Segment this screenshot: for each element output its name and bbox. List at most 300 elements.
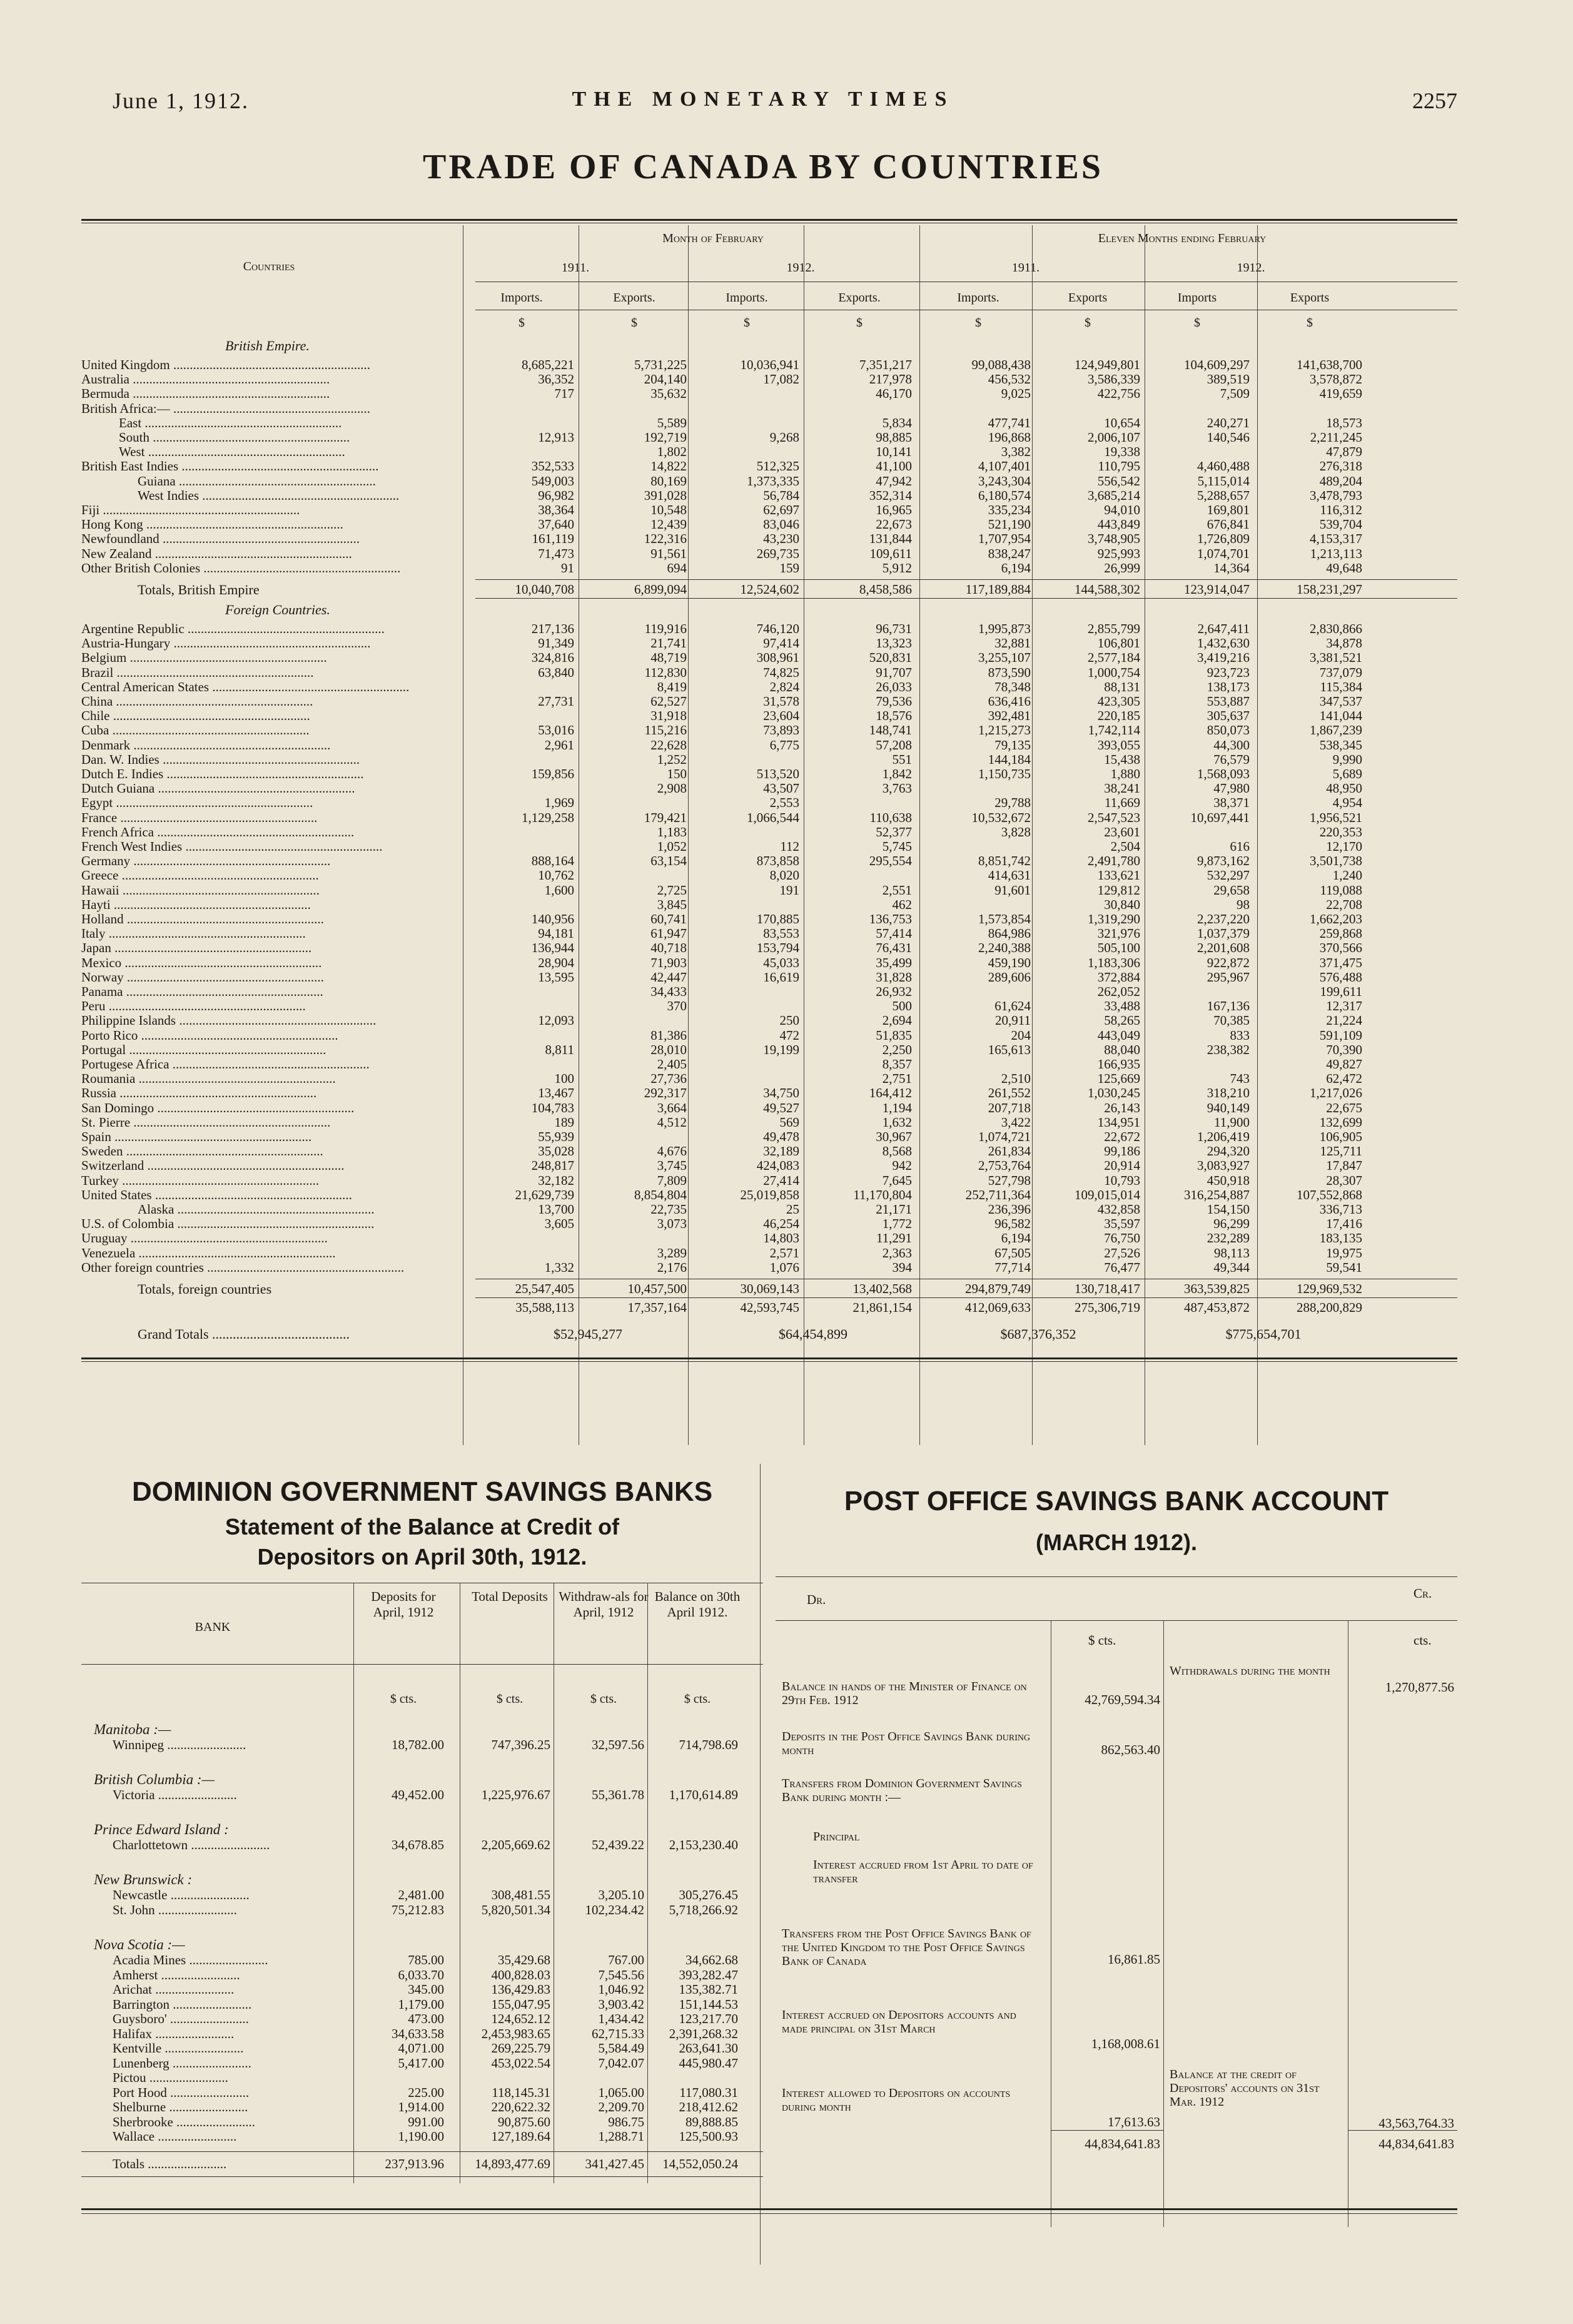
- bank-value: 89,888.85: [685, 2114, 738, 2129]
- country-name: St. Pierre ............................................................: [81, 1115, 331, 1130]
- cell-value: 232,289: [1206, 1231, 1250, 1246]
- cell-value: 81,386: [650, 1027, 687, 1043]
- publication-name: THE MONETARY TIMES: [572, 88, 954, 111]
- british-total-value: 158,231,297: [1297, 582, 1362, 597]
- cell-value: 22,628: [650, 737, 687, 753]
- cell-value: 27,414: [763, 1172, 799, 1188]
- cell-value: 1,802: [657, 444, 687, 460]
- cell-value: 33,488: [1104, 998, 1140, 1014]
- bank-row: [94, 1952, 757, 1967]
- cell-value: 8,851,742: [978, 853, 1031, 869]
- cell-value: 196,868: [988, 430, 1031, 445]
- british-total-value: 123,914,047: [1184, 582, 1250, 597]
- bank-value: 75,212.83: [392, 1902, 444, 1917]
- cell-value: 3,255,107: [978, 650, 1031, 666]
- cell-value: 28,904: [538, 955, 574, 970]
- cell-value: 25,019,858: [740, 1187, 799, 1202]
- table-row: [81, 416, 1457, 430]
- subtotal-rule: [475, 579, 1457, 580]
- cell-value: 119,916: [644, 621, 687, 636]
- table-row: [81, 1261, 1457, 1275]
- cell-value: 8,685,221: [522, 357, 574, 372]
- bank-row: [94, 1737, 757, 1752]
- country-name: Venezuela ............................................................: [81, 1246, 336, 1261]
- cell-value: 199,611: [1320, 984, 1362, 999]
- bank-name: Lunenberg ........................: [113, 2055, 251, 2071]
- cell-value: 8,357: [882, 1057, 912, 1072]
- table-row: [81, 430, 1457, 445]
- province-name: British Columbia :—: [94, 1772, 215, 1787]
- cell-value: 6,775: [769, 737, 799, 753]
- cell-value: 450,918: [1206, 1172, 1250, 1188]
- cell-value: 318,210: [1206, 1085, 1250, 1101]
- grand-total-value: $64,454,899: [779, 1326, 847, 1342]
- cell-value: 11,291: [876, 1231, 912, 1246]
- magazine-page: [69, 75, 1457, 2252]
- country-name: United Kingdom ............................................................: [81, 358, 370, 372]
- bank-value: 62,715.33: [592, 2026, 644, 2041]
- country-name: Philippine Islands ............................................................: [81, 1013, 377, 1028]
- foreign-total-value: 13,402,568: [852, 1281, 912, 1296]
- cell-value: 35,499: [876, 955, 912, 970]
- table-row: [81, 680, 1457, 694]
- savings-total-value: 237,913.96: [385, 2156, 444, 2171]
- cell-value: 419,659: [1319, 386, 1362, 402]
- countries-heading: Countries: [243, 260, 295, 273]
- cell-value: 2,240,388: [978, 940, 1031, 956]
- country-name: Turkey ............................................................: [81, 1173, 320, 1188]
- po-right-total: 44,834,641.83: [1378, 2136, 1454, 2151]
- cell-value: 99,186: [1104, 1144, 1140, 1159]
- country-name: Portugal ............................................................: [81, 1042, 326, 1057]
- cell-value: 98: [1237, 896, 1250, 912]
- bank-value: 1,434.42: [598, 2011, 644, 2026]
- grand-totals-label: Grand Totals ........................................: [138, 1326, 350, 1342]
- cell-value: 3,419,216: [1197, 650, 1250, 666]
- country-name: Chile ............................................................: [81, 709, 310, 724]
- bank-row: [94, 1982, 757, 1997]
- cell-value: 3,073: [657, 1216, 687, 1232]
- cell-value: 423,305: [1097, 694, 1140, 709]
- cell-value: 3,478,793: [1310, 487, 1362, 503]
- issue-date: June 1, 1912.: [113, 88, 249, 113]
- cell-value: 9,025: [1001, 386, 1031, 402]
- column-heading: Imports: [1177, 291, 1217, 305]
- cell-value: 140,546: [1206, 430, 1250, 445]
- year-heading: 1911.: [561, 261, 590, 275]
- cell-value: 276,318: [1319, 459, 1362, 474]
- cell-value: 26,143: [1104, 1100, 1140, 1115]
- table-row: [81, 1028, 1457, 1043]
- country-name: Panama ............................................................: [81, 985, 323, 999]
- province-name: Prince Edward Island :: [94, 1822, 229, 1837]
- cell-value: 27,736: [650, 1071, 687, 1087]
- bank-value: 747,396.25: [491, 1737, 550, 1752]
- bank-row: [94, 2129, 757, 2144]
- bank-row: [94, 1787, 757, 1802]
- cell-value: 3,578,872: [1310, 372, 1362, 387]
- po-head-rule-2: [776, 1620, 1457, 1621]
- cell-value: 170,885: [756, 911, 799, 926]
- cell-value: 165,613: [988, 1042, 1031, 1057]
- cell-value: 1,076: [769, 1259, 799, 1275]
- country-name: French West Indies ............................................................: [81, 840, 383, 854]
- bank-value: 32,597.56: [592, 1737, 644, 1752]
- column-divider-main: [760, 1464, 761, 2265]
- cell-value: 18,573: [1326, 415, 1362, 430]
- cell-value: 14,803: [763, 1231, 799, 1246]
- sum-value: 487,453,872: [1184, 1300, 1250, 1315]
- bank-name: Acadia Mines ........................: [113, 1952, 268, 1967]
- rule-top: [81, 219, 1457, 221]
- cell-value: 21,171: [876, 1202, 912, 1217]
- bank-value: 1,046.92: [598, 1982, 644, 1997]
- province-name: New Brunswick :: [94, 1872, 193, 1887]
- cell-value: 26,999: [1104, 560, 1140, 576]
- country-name: Dutch E. Indies ............................................................: [81, 767, 364, 781]
- bank-value: 127,189.64: [491, 2129, 550, 2144]
- cell-value: 91,349: [538, 636, 574, 651]
- cell-value: 25: [786, 1202, 799, 1217]
- cell-value: 217,136: [531, 621, 574, 636]
- cell-value: 538,345: [1319, 737, 1362, 753]
- cell-value: 521,190: [988, 517, 1031, 532]
- cell-value: 13,467: [538, 1085, 574, 1101]
- bank-value: 3,903.42: [598, 1996, 644, 2012]
- table-row: [81, 970, 1457, 985]
- cell-value: 262,052: [1097, 984, 1140, 999]
- country-name: Hong Kong ............................................................: [81, 517, 343, 532]
- cell-value: 6,180,574: [978, 487, 1031, 503]
- cell-value: 9,990: [1332, 751, 1362, 767]
- cell-value: 49,827: [1326, 1057, 1362, 1072]
- cell-value: 238,382: [1206, 1042, 1250, 1057]
- bank-value: 123,217.70: [679, 2011, 738, 2026]
- table-row: [81, 445, 1457, 459]
- table-row: [81, 387, 1457, 401]
- bank-value: 263,641.30: [679, 2041, 738, 2056]
- cell-value: 394: [892, 1259, 912, 1275]
- cell-value: 10,532,672: [971, 809, 1031, 825]
- bank-value: 225.00: [408, 2084, 444, 2100]
- cell-value: 527,798: [988, 1172, 1031, 1188]
- cell-value: 49,527: [763, 1100, 799, 1115]
- cell-value: 21,224: [1326, 1013, 1362, 1028]
- bank-value: 220,622.32: [491, 2099, 550, 2114]
- bank-name: Amherst ........................: [113, 1967, 240, 1982]
- sum-rule: [475, 1297, 1457, 1298]
- cell-value: 2,201,608: [1197, 940, 1250, 956]
- cell-value: 98,885: [876, 430, 912, 445]
- cell-value: 1,742,114: [1088, 723, 1140, 738]
- bank-value: 135,382.71: [679, 1982, 738, 1997]
- cell-value: 14,364: [1213, 560, 1250, 576]
- po-entry-text: Interest accrued on Depositors accounts and made principal on 31st March: [782, 2008, 1016, 2036]
- country-name: Portugese Africa ............................................................: [81, 1057, 370, 1072]
- cell-value: 78,348: [994, 679, 1031, 694]
- cell-value: 1,726,809: [1197, 531, 1250, 547]
- po-withdrawals-value: 1,270,877.56: [1385, 1680, 1454, 1695]
- cell-value: 98,113: [1214, 1245, 1250, 1261]
- cell-value: 43,507: [763, 781, 799, 796]
- bank-row: [94, 1997, 757, 2012]
- bank-value: 35,429.68: [498, 1952, 550, 1967]
- cell-value: 48,950: [1326, 781, 1362, 796]
- cell-value: 17,847: [1326, 1158, 1362, 1174]
- cell-value: 553,887: [1206, 694, 1250, 709]
- cell-value: 148,741: [869, 723, 912, 738]
- cell-value: 14,822: [650, 459, 687, 474]
- cell-value: 27,731: [538, 694, 574, 709]
- cell-value: 63,840: [538, 664, 574, 680]
- subtotal-rule-2: [475, 598, 1457, 599]
- savings-head-rule-2: [81, 1664, 763, 1665]
- bank-value: 55,361.78: [592, 1787, 644, 1802]
- po-entry-text: Transfers from the Post Office Savings Bank of the United Kingdom to the Post Office Savings Bank of Canada: [782, 1927, 1031, 1968]
- cell-value: 179,421: [644, 809, 687, 825]
- po-entry-text: Balance in hands of the Minister of Finance on 29th Feb. 1912: [782, 1680, 1027, 1707]
- cell-value: 505,100: [1097, 940, 1140, 956]
- bank-value: 4,071.00: [398, 2041, 444, 2056]
- totals-label: Totals ........................: [113, 2156, 227, 2171]
- cell-value: 1,995,873: [978, 621, 1031, 636]
- cell-value: 591,109: [1319, 1027, 1362, 1043]
- cell-value: 11,669: [1105, 795, 1140, 811]
- foreign-total-value: 129,969,532: [1297, 1281, 1362, 1296]
- bank-row: [94, 1967, 757, 1982]
- table-row: [81, 1159, 1457, 1173]
- cell-value: 144,184: [988, 751, 1031, 767]
- bank-value: 151,144.53: [679, 1996, 738, 2012]
- cell-value: 61,947: [650, 926, 687, 941]
- table-row: [81, 474, 1457, 489]
- cell-value: 352,533: [531, 459, 574, 474]
- savings-col-heading: Total Deposits: [472, 1589, 548, 1604]
- cell-value: 8,811: [545, 1042, 574, 1057]
- table-row: [81, 854, 1457, 868]
- cell-value: 1,568,093: [1197, 766, 1250, 781]
- year-heading: 1912.: [1237, 261, 1265, 275]
- cell-value: 83,046: [763, 517, 799, 532]
- cell-value: 21,741: [650, 636, 687, 651]
- cell-value: 391,028: [644, 487, 687, 503]
- country-name: South ............................................................: [119, 430, 350, 445]
- grand-total-value: $52,945,277: [554, 1326, 622, 1342]
- country-name: Australia ............................................................: [81, 372, 330, 387]
- cell-value: 76,431: [876, 940, 912, 956]
- cell-value: 7,509: [1220, 386, 1250, 402]
- table-row: [81, 622, 1457, 636]
- table-row: [81, 723, 1457, 738]
- british-total-value: 12,524,602: [740, 582, 799, 597]
- cell-value: 414,631: [988, 868, 1031, 883]
- column-heading: Exports.: [838, 291, 881, 305]
- country-name: Other British Colonies ............................................................: [81, 561, 401, 576]
- po-col-div-2: [1163, 1620, 1164, 2227]
- cell-value: 324,816: [531, 650, 574, 666]
- cell-value: 925,993: [1097, 545, 1140, 561]
- table-row: [81, 1144, 1457, 1159]
- cell-value: 19,975: [1326, 1245, 1362, 1261]
- country-name: Peru ............................................................: [81, 999, 306, 1014]
- bank-name: Pictou ........................: [113, 2070, 228, 2085]
- cell-value: 189: [554, 1114, 574, 1130]
- bank-value: 1,179.00: [398, 1996, 444, 2012]
- country-name: France ............................................................: [81, 810, 318, 825]
- cell-value: 477,741: [988, 415, 1031, 430]
- table-row: [81, 402, 1457, 416]
- cell-value: 370: [667, 998, 687, 1014]
- cell-value: 2,571: [769, 1245, 799, 1261]
- cell-value: 2,405: [657, 1057, 687, 1072]
- cell-value: 372,884: [1097, 969, 1140, 985]
- cell-value: 3,083,927: [1197, 1158, 1250, 1174]
- po-head-rule: [776, 1576, 1457, 1577]
- country-name: Hawaii ............................................................: [81, 883, 320, 898]
- cell-value: 91,707: [876, 664, 912, 680]
- bank-value: 767.00: [608, 1952, 644, 1967]
- country-name: West ............................................................: [119, 445, 345, 460]
- cell-value: 2,237,220: [1197, 911, 1250, 926]
- bank-value: 2,453,983.65: [481, 2026, 550, 2041]
- cell-value: 576,488: [1319, 969, 1362, 985]
- bank-name: Barrington ........................: [113, 1996, 252, 2012]
- cell-value: 36,352: [538, 372, 574, 387]
- savings-col-heading: Withdraw-als for April, 1912: [559, 1589, 649, 1620]
- bank-value: 34,678.85: [392, 1837, 444, 1852]
- cell-value: 132,699: [1319, 1114, 1362, 1130]
- cell-value: 30,967: [876, 1129, 912, 1144]
- cell-value: 27,526: [1104, 1245, 1140, 1261]
- cell-value: 204,140: [644, 372, 687, 387]
- po-entry-value: 1,168,008.61: [1091, 2036, 1160, 2051]
- country-name: Austria-Hungary ............................................................: [81, 636, 371, 651]
- cell-value: 1,129,258: [522, 809, 574, 825]
- british-total-value: 117,189,884: [965, 582, 1031, 597]
- country-name: Japan ............................................................: [81, 941, 312, 956]
- cell-value: 1,956,521: [1310, 809, 1362, 825]
- table-row: [81, 503, 1457, 517]
- cell-value: 393,055: [1097, 737, 1140, 753]
- cell-value: 8,854,804: [634, 1187, 687, 1202]
- cell-value: 94,010: [1104, 502, 1140, 517]
- table-row: [81, 941, 1457, 955]
- cell-value: 8,568: [882, 1144, 912, 1159]
- cell-value: 51,835: [876, 1027, 912, 1043]
- cell-value: 79,536: [876, 694, 912, 709]
- cell-value: 10,697,441: [1190, 809, 1250, 825]
- cell-value: 96,582: [994, 1216, 1031, 1232]
- bank-value: 2,391,268.32: [669, 2026, 738, 2041]
- british-empire-heading: British Empire.: [225, 338, 310, 353]
- post-office-subtitle: (MARCH 1912).: [1035, 1530, 1198, 1555]
- cell-value: 207,718: [988, 1100, 1031, 1115]
- cell-value: 1,150,735: [978, 766, 1031, 781]
- cell-value: 1,066,544: [747, 809, 799, 825]
- bank-value: 124,652.12: [491, 2011, 550, 2026]
- province-name: Manitoba :—: [94, 1722, 171, 1737]
- cell-value: 873,858: [756, 853, 799, 869]
- cell-value: 74,825: [763, 664, 799, 680]
- cell-value: 2,751: [882, 1071, 912, 1087]
- country-name: Dan. W. Indies ............................................................: [81, 752, 360, 767]
- sum-value: 17,357,164: [627, 1300, 687, 1315]
- foreign-total-label: Totals, foreign countries: [138, 1281, 272, 1297]
- cell-value: 1,867,239: [1310, 723, 1362, 738]
- cell-value: 100: [554, 1071, 574, 1087]
- country-name: U.S. of Colombia ............................................................: [81, 1217, 375, 1232]
- cell-value: 19,338: [1104, 444, 1140, 460]
- cell-value: 2,504: [1110, 839, 1140, 854]
- cell-value: 4,676: [657, 1144, 687, 1159]
- country-name: Other foreign countries ............................................................: [81, 1260, 405, 1275]
- country-name: Alaska ............................................................: [138, 1202, 375, 1217]
- running-header: [69, 88, 1457, 131]
- cell-value: 520,831: [869, 650, 912, 666]
- country-name: Newfoundland ............................................................: [81, 532, 360, 547]
- table-row: [81, 547, 1457, 561]
- cell-value: 140,956: [531, 911, 574, 926]
- dollar-sign: $: [975, 316, 981, 330]
- bank-name: St. John ........................: [113, 1902, 237, 1917]
- foreign-countries-heading: Foreign Countries.: [225, 602, 330, 617]
- cell-value: 191: [779, 882, 799, 898]
- unit-label: $ cts.: [496, 1692, 523, 1706]
- cell-value: 40,718: [650, 940, 687, 956]
- po-right-total-rule: [1348, 2130, 1457, 2131]
- cell-value: 166,935: [1097, 1057, 1140, 1072]
- cell-value: 164,412: [869, 1085, 912, 1101]
- cell-value: 1,573,854: [978, 911, 1031, 926]
- cell-value: 96,299: [1213, 1216, 1250, 1232]
- table-row: [81, 883, 1457, 898]
- cell-value: 150: [667, 766, 687, 781]
- table-row: [81, 840, 1457, 854]
- country-name: Norway ............................................................: [81, 970, 324, 985]
- bank-name: Sherbrooke ........................: [113, 2114, 256, 2129]
- cell-value: 115,384: [1320, 679, 1362, 694]
- cell-value: 500: [892, 998, 912, 1014]
- po-entry-text: Deposits in the Post Office Savings Bank during month: [782, 1730, 1031, 1757]
- cell-value: 4,460,488: [1197, 459, 1250, 474]
- cell-value: 462: [892, 896, 912, 912]
- cell-value: 513,520: [756, 766, 799, 781]
- cell-value: 737,079: [1319, 664, 1362, 680]
- po-balance-value: 43,563,764.33: [1378, 2116, 1454, 2131]
- cell-value: 1,000,754: [1088, 664, 1140, 680]
- cell-value: 41,100: [876, 459, 912, 474]
- po-entry-text: Interest accrued from 1st April to date of transfer: [813, 1858, 1033, 1885]
- cell-value: 10,036,941: [740, 357, 799, 372]
- po-left-total: 44,834,641.83: [1085, 2136, 1160, 2151]
- table-row: [81, 517, 1457, 532]
- trade-title: TRADE OF CANADA BY COUNTRIES: [423, 148, 1103, 186]
- cell-value: 134,951: [1097, 1114, 1140, 1130]
- month-heading: Month of February: [662, 231, 764, 245]
- debit-label: Dr.: [807, 1592, 826, 1607]
- cell-value: 289,606: [988, 969, 1031, 985]
- table-row: [81, 1043, 1457, 1057]
- bank-value: 5,417.00: [398, 2055, 444, 2071]
- cell-value: 49,648: [1326, 560, 1362, 576]
- cell-value: 8,419: [657, 679, 687, 694]
- cell-value: 141,638,700: [1297, 357, 1362, 372]
- cell-value: 3,763: [882, 781, 912, 796]
- cell-value: 26,932: [876, 984, 912, 999]
- bank-value: 34,662.68: [685, 1952, 738, 1967]
- cell-value: 2,908: [657, 781, 687, 796]
- cell-value: 29,658: [1213, 882, 1250, 898]
